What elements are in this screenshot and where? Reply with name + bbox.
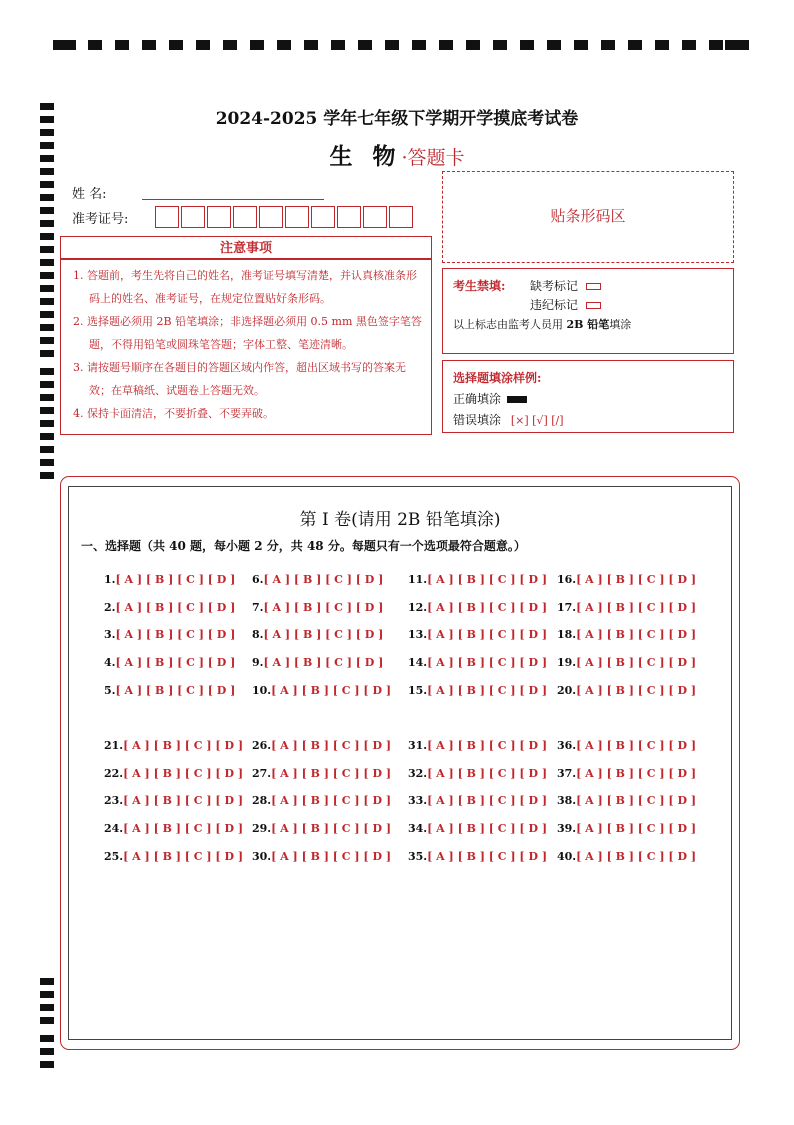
wrong-fill-row: [453, 411, 564, 428]
question-row[interactable]: [104, 684, 235, 697]
question-number: 12.: [408, 600, 428, 614]
timing-mark: [40, 181, 54, 188]
question-row[interactable]: [104, 628, 235, 641]
timing-mark: [40, 129, 54, 136]
question-row[interactable]: [557, 767, 696, 780]
timing-mark: [40, 298, 54, 305]
question-row[interactable]: [252, 767, 391, 780]
question-row[interactable]: [252, 628, 383, 641]
timing-mark: [40, 337, 54, 344]
subject-name: 生 物: [329, 143, 402, 170]
question-number: 11.: [408, 573, 428, 586]
notice-box: [60, 259, 432, 435]
answer-options[interactable]: [ A ] [ B ] [ C ] [ D ]: [263, 600, 384, 614]
question-number: 26.: [252, 739, 272, 752]
timing-mark: [40, 991, 54, 998]
question-number: 27.: [252, 766, 272, 780]
section-instruction: 一、选择题（共 40 题，每小题 2 分，共 48 分。每题只有一个选项最符合题意。）: [81, 539, 526, 553]
question-row[interactable]: [252, 573, 383, 586]
question-number: 5.: [104, 683, 116, 697]
timing-mark: [40, 368, 54, 375]
card-label: ·答题卡: [401, 147, 465, 169]
question-row[interactable]: [557, 656, 696, 669]
question-number: 10.: [252, 683, 272, 697]
wrong-fill-label: 错误填涂: [453, 413, 502, 427]
question-row[interactable]: [252, 684, 391, 697]
question-number: 17.: [557, 600, 577, 614]
question-row[interactable]: [104, 573, 235, 586]
timing-mark: [40, 1004, 54, 1011]
answer-options[interactable]: [ A ] [ B ] [ C ] [ D ]: [123, 739, 244, 752]
question-number: 33.: [408, 794, 428, 808]
note-bold: 2B 铅笔: [566, 318, 610, 331]
violation-label: 违纪标记: [530, 298, 579, 312]
answer-options[interactable]: [ A ] [ B ] [ C ] [ D ]: [427, 822, 548, 836]
timing-mark: [40, 407, 54, 414]
question-row[interactable]: [252, 794, 391, 807]
answer-options[interactable]: [ A ] [ B ] [ C ] [ D ]: [576, 794, 697, 808]
question-row[interactable]: [104, 601, 235, 614]
timing-mark: [40, 259, 54, 266]
answer-options[interactable]: [ A ] [ B ] [ C ] [ D ]: [576, 822, 697, 836]
fill-sample-box: [442, 360, 734, 433]
notice-heading: 注意事项: [219, 241, 272, 256]
question-row[interactable]: [104, 822, 243, 835]
question-row[interactable]: [408, 684, 547, 697]
timing-mark: [40, 1017, 54, 1024]
barcode-label: 贴条形码区: [550, 207, 626, 225]
violation-bubble[interactable]: [586, 302, 601, 309]
timing-mark: [40, 220, 54, 227]
question-row[interactable]: [408, 628, 547, 641]
question-number: 30.: [252, 849, 272, 863]
answer-options[interactable]: [ A ] [ B ] [ C ] [ D ]: [576, 739, 697, 752]
question-number: 14.: [408, 656, 428, 670]
question-number: 7.: [252, 600, 264, 614]
question-row[interactable]: [557, 684, 696, 697]
answer-options[interactable]: [ A ] [ B ] [ C ] [ D ]: [576, 656, 697, 670]
timing-mark: [40, 350, 54, 357]
timing-mark: [40, 285, 54, 292]
timing-mark: [40, 394, 54, 401]
exam-id-boxes[interactable]: [155, 206, 415, 228]
question-row[interactable]: [557, 573, 696, 586]
answer-options[interactable]: [ A ] [ B ] [ C ] [ D ]: [271, 822, 392, 836]
question-number: 8.: [252, 628, 264, 642]
answer-options[interactable]: [ A ] [ B ] [ C ] [ D ]: [427, 683, 548, 697]
answer-options[interactable]: [ A ] [ B ] [ C ] [ D ]: [576, 766, 697, 780]
answer-options[interactable]: [ A ] [ B ] [ C ] [ D ]: [576, 628, 697, 642]
timing-mark: [40, 978, 54, 985]
question-number: 22.: [104, 766, 124, 780]
timing-mark: [40, 324, 54, 331]
timing-mark: [40, 1048, 54, 1055]
answer-options[interactable]: [ A ] [ B ] [ C ] [ D ]: [427, 766, 548, 780]
violation-mark-row: [530, 296, 601, 313]
notice-item: 3. 请按题号顺序在各题目的答题区域内作答，超出区域书写的答案无效；在草稿纸、试题卷上答题无效。: [73, 361, 406, 397]
question-row[interactable]: [557, 628, 696, 641]
question-row[interactable]: [252, 601, 383, 614]
question-number: 31.: [408, 739, 428, 752]
question-row[interactable]: [408, 822, 547, 835]
answer-options[interactable]: [ A ] [ B ] [ C ] [ D ]: [271, 739, 392, 752]
answer-options[interactable]: [ A ] [ B ] [ C ] [ D ]: [115, 600, 236, 614]
question-row[interactable]: [408, 573, 547, 586]
question-number: 19.: [557, 656, 577, 670]
question-number: 40.: [557, 849, 577, 863]
name-label: 姓 名:: [72, 187, 107, 202]
question-number: 36.: [557, 739, 577, 752]
question-row[interactable]: [408, 601, 547, 614]
answer-options[interactable]: [ A ] [ B ] [ C ] [ D ]: [427, 794, 548, 808]
answer-options[interactable]: [ A ] [ B ] [ C ] [ D ]: [123, 822, 244, 836]
question-number: 25.: [104, 849, 124, 863]
question-row[interactable]: [252, 822, 391, 835]
question-number: 34.: [408, 822, 428, 836]
question-row[interactable]: [557, 794, 696, 807]
section-title: 第 I 卷(请用 2B 铅笔填涂): [299, 510, 501, 530]
timing-mark: [40, 233, 54, 240]
absent-label: 缺考标记: [530, 279, 579, 293]
answer-options[interactable]: [ A ] [ B ] [ C ] [ D ]: [263, 573, 384, 586]
subject-title: [0, 138, 794, 171]
correct-fill-sample: [507, 396, 527, 403]
answer-options[interactable]: [ A ] [ B ] [ C ] [ D ]: [427, 739, 548, 752]
answer-options[interactable]: [ A ] [ B ] [ C ] [ D ]: [271, 683, 392, 697]
question-row[interactable]: [104, 739, 243, 752]
answer-options[interactable]: [ A ] [ B ] [ C ] [ D ]: [123, 794, 244, 808]
question-number: 28.: [252, 794, 272, 808]
answer-options[interactable]: [ A ] [ B ] [ C ] [ D ]: [115, 628, 236, 642]
timing-mark: [40, 433, 54, 440]
answer-options[interactable]: [ A ] [ B ] [ C ] [ D ]: [427, 628, 548, 642]
question-row[interactable]: [408, 767, 547, 780]
question-row[interactable]: [252, 656, 383, 669]
answer-options[interactable]: [ A ] [ B ] [ C ] [ D ]: [115, 656, 236, 670]
absent-mark-row: [530, 277, 601, 294]
answer-options[interactable]: [ A ] [ B ] [ C ] [ D ]: [263, 628, 384, 642]
exam-id-label: 准考证号:: [72, 212, 129, 227]
question-number: 13.: [408, 628, 428, 642]
barcode-area: [442, 171, 734, 263]
correct-fill-row: [453, 390, 527, 407]
answer-options[interactable]: [ A ] [ B ] [ C ] [ D ]: [115, 683, 236, 697]
question-number: 39.: [557, 822, 577, 836]
correct-fill-label: 正确填涂: [453, 392, 502, 406]
page-title: 2024-2025 学年七年级下学期开学摸底考试卷: [215, 109, 579, 129]
answer-options[interactable]: [ A ] [ B ] [ C ] [ D ]: [115, 573, 236, 586]
question-row[interactable]: [408, 794, 547, 807]
wrong-fill-marks: [×] [√] [/]: [510, 414, 564, 427]
question-number: 23.: [104, 794, 124, 808]
timing-mark: [40, 459, 54, 466]
timing-mark: [40, 472, 54, 479]
note-prefix: 以上标志由监考人员用: [453, 318, 567, 331]
answer-options[interactable]: [ A ] [ B ] [ C ] [ D ]: [427, 600, 548, 614]
timing-mark: [40, 311, 54, 318]
timing-mark: [40, 207, 54, 214]
question-row[interactable]: [104, 656, 235, 669]
question-number: 15.: [408, 683, 428, 697]
question-row[interactable]: [408, 739, 547, 752]
question-number: 24.: [104, 822, 124, 836]
question-row[interactable]: [104, 850, 243, 863]
exam-status-box: [442, 268, 734, 354]
timing-mark: [40, 194, 54, 201]
question-row[interactable]: [104, 794, 243, 807]
note-suffix: 填涂: [609, 318, 632, 331]
answer-options[interactable]: [ A ] [ B ] [ C ] [ D ]: [123, 766, 244, 780]
question-row[interactable]: [557, 822, 696, 835]
question-number: 9.: [252, 656, 264, 670]
notice-item: 4. 保持卡面清洁，不要折叠、不要弄破。: [73, 407, 274, 420]
question-number: 35.: [408, 849, 428, 863]
question-row[interactable]: [252, 739, 391, 752]
answer-options[interactable]: [ A ] [ B ] [ C ] [ D ]: [427, 849, 548, 863]
timing-mark: [40, 1061, 54, 1068]
answer-options[interactable]: [ A ] [ B ] [ C ] [ D ]: [271, 849, 392, 863]
question-number: 3.: [104, 628, 116, 642]
answer-options[interactable]: [ A ] [ B ] [ C ] [ D ]: [576, 683, 697, 697]
question-number: 29.: [252, 822, 272, 836]
timing-mark: [40, 446, 54, 453]
notice-item: 1. 答题前，考生先将自己的姓名，准考证号填写清楚，并认真核准条形码上的姓名、准考证号，在规定位置贴好条形码。: [73, 269, 417, 305]
question-number: 32.: [408, 766, 428, 780]
question-number: 38.: [557, 794, 577, 808]
question-number: 20.: [557, 683, 577, 697]
question-number: 4.: [104, 656, 116, 670]
fill-sample-heading: 选择题填涂样例:: [453, 371, 542, 385]
name-line[interactable]: [142, 199, 324, 200]
answer-options[interactable]: [ A ] [ B ] [ C ] [ D ]: [263, 656, 384, 670]
answer-options[interactable]: [ A ] [ B ] [ C ] [ D ]: [576, 600, 697, 614]
timing-mark: [40, 272, 54, 279]
absent-bubble[interactable]: [586, 283, 601, 290]
notice-header: [60, 236, 432, 259]
timing-mark: [40, 246, 54, 253]
answer-options[interactable]: [ A ] [ B ] [ C ] [ D ]: [576, 573, 697, 586]
timing-mark: [40, 420, 54, 427]
answer-options[interactable]: [ A ] [ B ] [ C ] [ D ]: [271, 794, 392, 808]
section-inner-frame: [68, 486, 732, 1040]
question-row[interactable]: [408, 850, 547, 863]
question-number: 2.: [104, 600, 116, 614]
question-number: 1.: [104, 573, 116, 586]
answer-options[interactable]: [ A ] [ B ] [ C ] [ D ]: [123, 849, 244, 863]
exam-status-note: [453, 316, 631, 332]
answer-options[interactable]: [ A ] [ B ] [ C ] [ D ]: [271, 766, 392, 780]
question-row[interactable]: [557, 601, 696, 614]
question-number: 21.: [104, 739, 124, 752]
question-number: 18.: [557, 628, 577, 642]
timing-mark: [40, 381, 54, 388]
answer-options[interactable]: [ A ] [ B ] [ C ] [ D ]: [427, 573, 548, 586]
answer-options[interactable]: [ A ] [ B ] [ C ] [ D ]: [576, 849, 697, 863]
timing-mark: [40, 1035, 54, 1042]
question-number: 16.: [557, 573, 577, 586]
question-row[interactable]: [557, 739, 696, 752]
question-row[interactable]: [408, 656, 547, 669]
answer-options[interactable]: [ A ] [ B ] [ C ] [ D ]: [427, 656, 548, 670]
notice-item: 2. 选择题必须用 2B 铅笔填涂；非选择题必须用 0.5 mm 黑色签字笔答题，不得用铅笔或圆珠笔答题；字体工整、笔迹清晰。: [73, 315, 422, 351]
exam-status-heading: 考生禁填:: [453, 279, 506, 293]
question-row[interactable]: [104, 767, 243, 780]
question-row[interactable]: [557, 850, 696, 863]
question-number: 37.: [557, 766, 577, 780]
question-row[interactable]: [252, 850, 391, 863]
question-number: 6.: [252, 573, 264, 586]
